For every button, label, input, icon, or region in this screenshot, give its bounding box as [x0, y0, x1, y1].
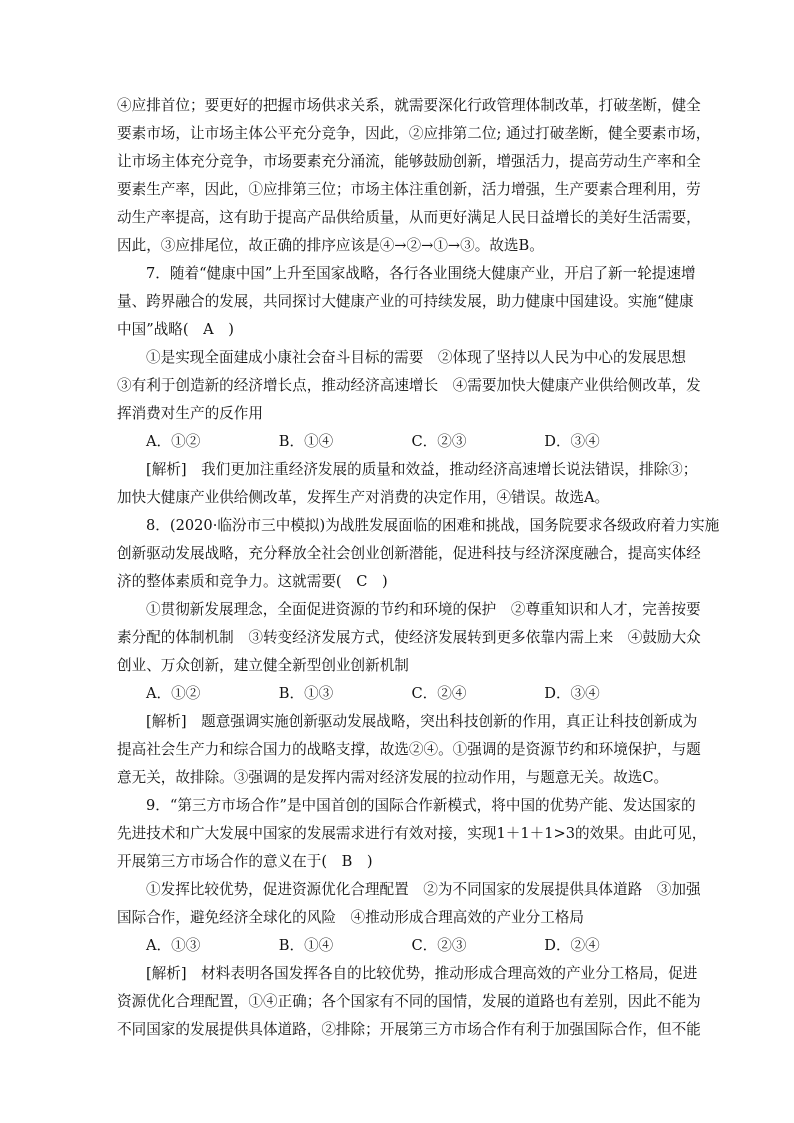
question-statement: 创业、万众创新，建立健全新型创业创新机制 [117, 657, 409, 674]
text-line: 让市场主体充分竞争，市场要素充分涌流，能够鼓励创新，增强活力，提高劳动生产率和全 [117, 153, 701, 170]
question-8 [117, 512, 720, 792]
answer-options [117, 428, 677, 456]
option-d: D．③④ [544, 433, 600, 450]
text-line: 要素市场，让市场主体公平充分竞争，因此，②应排第二位; 通过打破垄断，健全要素市场， [117, 125, 711, 142]
option-d: D．③④ [544, 685, 600, 702]
question-stem: 7．随着“健康中国”上升至国家战略，各行各业围绕大健康产业，开启了新一轮提速增 [146, 265, 696, 282]
question-statement: 素分配的体制机制 ③转变经济发展方式，使经济发展转到更多依靠内需上来 ④鼓励大众 [117, 629, 701, 646]
text-line: 因此，③应排尾位，故正确的排序应该是④→②→①→③。故选B。 [117, 237, 544, 254]
analysis-text: 加快大健康产业供给侧改革，发挥生产对消费的决定作用，④错误。故选A。 [117, 489, 610, 506]
question-stem: 量、跨界融合的发展，共同探讨大健康产业的可持续发展，助力健康中国建设。实施“健康 [117, 293, 694, 310]
text-line: 动生产率提高，这有助于提高产品供给质量，从而更好满足人民日益增长的美好生活需要， [117, 209, 701, 226]
answer-options [117, 680, 677, 708]
question-stem: 开展第三方市场合作的意义在于( B ) [117, 853, 373, 870]
question-stem: 9．“第三方市场合作”是中国首创的国际合作新模式，将中国的优势产能、发达国家的 [146, 797, 696, 814]
text-line: ④应排首位；要更好的把握市场供求关系，就需要深化行政管理体制改革，打破垄断，健全 [117, 97, 701, 114]
question-stem: 先进技术和广大发展中国家的发展需求进行有效对接，实现1＋1＋1>3的效果。由此可见， [117, 825, 707, 842]
question-7 [117, 260, 701, 512]
question-statement: ①贯彻新发展理念，全面促进资源的节约和环境的保护 ②尊重知识和人才，完善按要 [146, 601, 701, 618]
option-c: C．②③ [411, 433, 467, 450]
question-statement: 挥消费对生产的反作用 [117, 405, 263, 422]
option-a: A．①② [146, 685, 201, 702]
option-a: A．①③ [146, 937, 201, 954]
question-statement: 国际合作，避免经济全球化的风险 ④推动形成合理高效的产业分工格局 [117, 909, 585, 926]
analysis-text: 资源优化合理配置，①④正确；各个国家有不同的国情，发展的道路也有差别，因此不能为 [117, 993, 701, 1010]
question-stem: 创新驱动发展战略，充分释放全社会创业创新潜能，促进科技与经济深度融合，提高实体经 [117, 545, 701, 562]
intro-analysis [117, 92, 711, 260]
option-c: C．②③ [411, 937, 467, 954]
analysis-text: [解析] 材料表明各国发挥各自的比较优势，推动形成合理高效的产业分工格局，促进 [146, 965, 698, 982]
question-stem: 8．(2020·临汾市三中模拟)为战胜发展面临的困难和挑战，国务院要求各级政府着力实施 [146, 517, 720, 534]
analysis-text: [解析] 我们更加注重经济发展的质量和效益，推动经济高速增长说法错误，排除③； [146, 461, 698, 478]
analysis-text: [解析] 题意强调实施创新驱动发展战略，突出科技创新的作用，真正让科技创新成为 [146, 713, 698, 730]
question-9 [117, 792, 707, 1044]
question-stem: 中国”战略( A ) [117, 321, 234, 338]
option-b: B．①④ [278, 937, 334, 954]
option-c: C．②④ [411, 685, 467, 702]
question-statement: ①发挥比较优势，促进资源优化合理配置 ②为不同国家的发展提供具体道路 ③加强 [146, 881, 701, 898]
analysis-text: 意无关，故排除。③强调的是发挥内需对经济发展的拉动作用，与题意无关。故选C。 [117, 769, 669, 786]
option-a: A．①② [146, 433, 201, 450]
text-line: 要素生产率，因此，①应排第三位；市场主体注重创新，活力增强，生产要素合理利用，劳 [117, 181, 701, 198]
answer-options [117, 932, 677, 960]
option-d: D．②④ [544, 937, 600, 954]
option-b: B．①③ [278, 685, 334, 702]
question-statement: ①是实现全面建成小康社会奋斗目标的需要 ②体现了坚持以人民为中心的发展思想 [146, 349, 686, 366]
option-b: B．①④ [278, 433, 334, 450]
document-content [117, 92, 720, 1044]
analysis-text: 提高社会生产力和综合国力的战略支撑，故选②④。①强调的是资源节约和环境保护，与题 [117, 741, 701, 758]
question-stem: 济的整体素质和竞争力。这就需要( C ) [117, 573, 388, 590]
analysis-text: 不同国家的发展提供具体道路，②排除；开展第三方市场合作有利于加强国际合作，但不能 [117, 1021, 701, 1038]
question-statement: ③有利于创造新的经济增长点，推动经济高速增长 ④需要加快大健康产业供给侧改革，发 [117, 377, 701, 394]
